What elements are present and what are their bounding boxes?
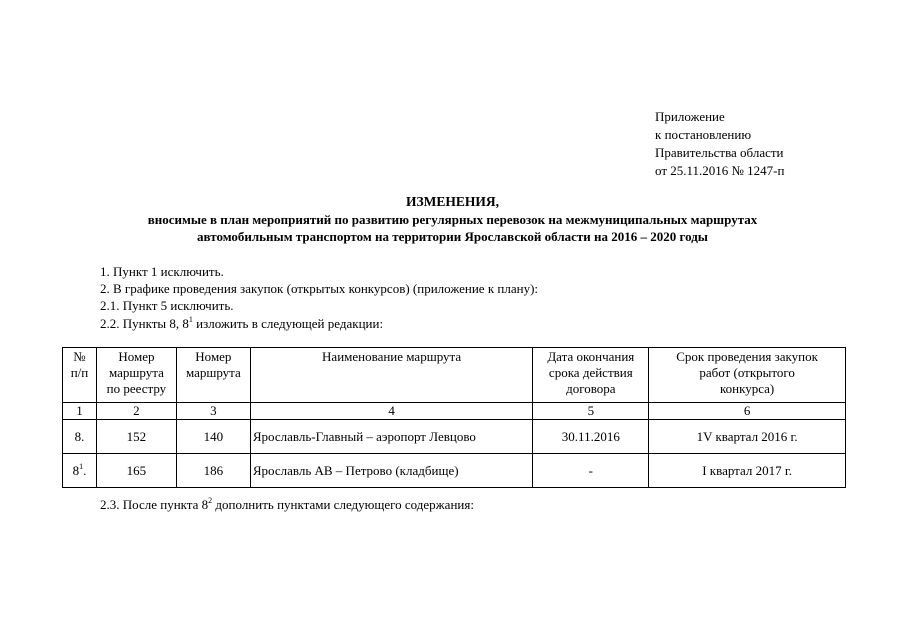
row-end-date: -: [533, 454, 649, 488]
header-text: Срок проведения закупок: [676, 349, 818, 364]
row-route-number: 140: [176, 420, 250, 454]
row-procurement-period: 1V квартал 2016 г.: [649, 420, 846, 454]
appendix-line-3: Правительства области: [655, 145, 784, 160]
header-text: п/п: [70, 365, 89, 380]
header-text: конкурса): [719, 381, 775, 396]
paragraph-2-3-text-a: 2.3. После пункта 8: [100, 497, 209, 512]
header-text: Номер: [118, 349, 155, 364]
appendix-header: [655, 108, 784, 180]
header-text: срока действия: [548, 365, 633, 380]
paragraph-1: 1. Пункт 1 исключить.: [100, 264, 224, 279]
column-number-row: [63, 403, 846, 420]
table-row: [63, 420, 846, 454]
table-header-row: [63, 348, 846, 403]
header-text: Дата окончания: [547, 349, 635, 364]
header-text: маршрута: [108, 365, 164, 380]
row-registry-number: 152: [96, 420, 176, 454]
header-route-name: [250, 348, 533, 403]
paragraph-2-3: [100, 496, 474, 513]
document-subtitle: [60, 211, 845, 245]
subtitle-line-1: вносимые в план мероприятий по развитию регулярных перевозок на межмуниципальных маршрутах: [147, 212, 758, 227]
header-text: №: [73, 349, 86, 364]
appendix-line-1: Приложение: [655, 109, 725, 124]
paragraph-2-3-text-b: дополнить пунктами следующего содержания:: [212, 497, 474, 512]
appendix-line-4: от 25.11.2016 № 1247-п: [655, 163, 785, 178]
document-title: ИЗМЕНЕНИЯ,: [405, 194, 499, 209]
header-text: Наименование маршрута: [322, 349, 462, 364]
row-number: [63, 454, 97, 488]
row-route-number: 186: [176, 454, 250, 488]
paragraph-2-2-text-a: 2.2. Пункты 8, 8: [100, 316, 189, 331]
table-row: [63, 454, 846, 488]
row-route-name: Ярославль-Главный – аэропорт Левцово: [250, 420, 533, 454]
row-procurement-period: I квартал 2017 г.: [649, 454, 846, 488]
row-end-date: 30.11.2016: [533, 420, 649, 454]
row-number-text: 8.: [74, 428, 85, 444]
routes-table: [62, 347, 846, 488]
row-number-tail: .: [83, 462, 87, 478]
column-number: 6: [649, 403, 846, 420]
header-number: [63, 348, 97, 403]
column-number: 4: [250, 403, 533, 420]
header-end-date: [533, 348, 649, 403]
header-route-number: [176, 348, 250, 403]
paragraph-2: 2. В графике проведения закупок (открытых конкурсов) (приложение к плану):: [100, 281, 539, 296]
column-number: 3: [176, 403, 250, 420]
row-number-text: 8: [72, 462, 80, 478]
row-number-superscript: 1: [79, 461, 84, 471]
subtitle-line-2: автомобильным транспортом на территории Ярославской области на 2016 – 2020 годы: [197, 229, 708, 244]
header-text: работ (открытого: [699, 365, 795, 380]
appendix-line-2: к постановлению: [655, 127, 752, 142]
paragraph-2-1: 2.1. Пункт 5 исключить.: [100, 298, 234, 313]
header-text: Номер: [195, 349, 232, 364]
paragraph-2-2-superscript: 1: [188, 315, 193, 324]
column-number: 2: [96, 403, 176, 420]
header-text: договора: [566, 381, 616, 396]
column-number: 5: [533, 403, 649, 420]
row-number: [63, 420, 97, 454]
column-number: 1: [63, 403, 97, 420]
row-route-name: Ярославль АВ – Петрово (кладбище): [250, 454, 533, 488]
header-text: по реестру: [106, 381, 167, 396]
header-text: маршрута: [185, 365, 241, 380]
header-registry-number: [96, 348, 176, 403]
paragraph-2-3-superscript: 2: [208, 496, 213, 505]
paragraph-2-2-text-b: изложить в следующей редакции:: [192, 316, 384, 331]
paragraph-2-2: [100, 315, 383, 332]
row-registry-number: 165: [96, 454, 176, 488]
header-procurement-period: [649, 348, 846, 403]
